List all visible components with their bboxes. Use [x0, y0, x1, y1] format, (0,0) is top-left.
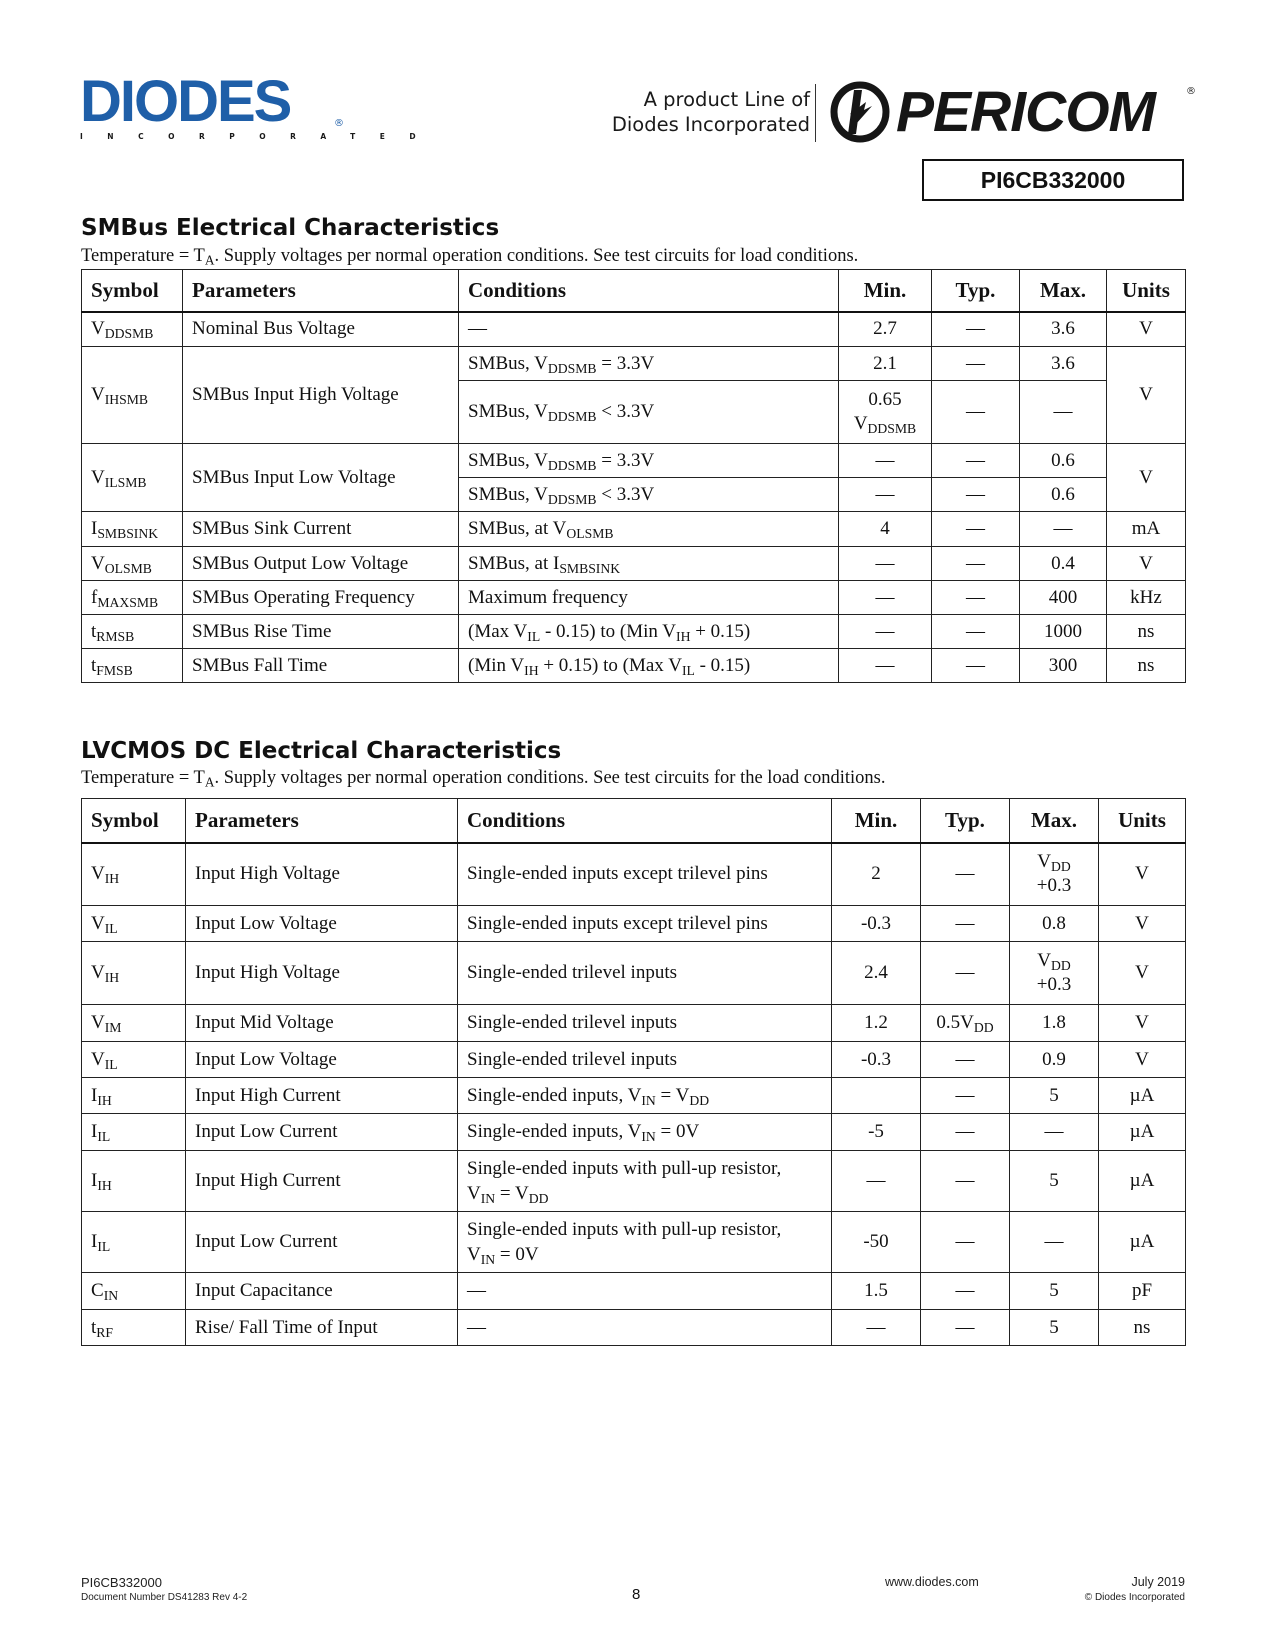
units-cell: V — [1107, 547, 1186, 581]
symbol-cell: $V_{IHSMB}$ — [82, 347, 183, 444]
typ-cell: $0.5V_{DD}$ — [921, 1005, 1010, 1042]
header-conditions: Conditions — [458, 799, 832, 843]
smbus-section-title: SMBus Electrical Characteristics — [81, 215, 500, 241]
parameter-cell: SMBus Operating Frequency — [183, 581, 459, 615]
units-cell: kHz — [1107, 581, 1186, 615]
table-row — [82, 512, 1186, 547]
condition-cell: (Max $V_{IL} - 0.15$) to (Min $V_{IH} + 0.15$) — [459, 615, 839, 649]
typ-cell: — — [932, 312, 1020, 347]
max-cell: — — [1010, 1212, 1099, 1273]
condition-cell: Single-ended trilevel inputs — [458, 942, 832, 1005]
symbol-cell: $t_{RF}$ — [82, 1310, 186, 1346]
typ-cell: — — [921, 843, 1010, 906]
parameter-cell: Input High Voltage — [186, 843, 458, 906]
copyright-icon: © — [1084, 1592, 1093, 1603]
max-cell: 3.6 — [1020, 312, 1107, 347]
min-cell: -0.3 — [832, 1042, 921, 1078]
header-typ: Typ. — [921, 799, 1010, 843]
parameter-cell: Input Mid Voltage — [186, 1005, 458, 1042]
diodes-logo — [80, 69, 441, 144]
product-line-text — [612, 87, 810, 137]
parameter-cell: Input Low Current — [186, 1212, 458, 1273]
table-row — [82, 1114, 1186, 1151]
max-cell: 1.8 — [1010, 1005, 1099, 1042]
units-cell: V — [1107, 312, 1186, 347]
min-cell — [832, 1078, 921, 1114]
parameter-cell: Input High Current — [186, 1078, 458, 1114]
typ-cell: — — [921, 1273, 1010, 1310]
symbol-cell: $V_{IL}$ — [82, 1042, 186, 1078]
parameter-cell: Rise/ Fall Time of Input — [186, 1310, 458, 1346]
condition-cell: Single-ended inputs with pull-up resistor, $V_{IN} = V_{DD}$ — [458, 1151, 832, 1212]
header-divider — [815, 84, 816, 142]
min-cell: 2 — [832, 843, 921, 906]
symbol-cell: $C_{IN}$ — [82, 1273, 186, 1310]
units-cell: mA — [1107, 512, 1186, 547]
header-symbol: Symbol — [82, 270, 183, 312]
max-cell: — — [1020, 512, 1107, 547]
symbol-cell: $V_{ILSMB}$ — [82, 444, 183, 512]
table-row — [82, 347, 1186, 381]
units-cell: ns — [1099, 1310, 1186, 1346]
footer-document-number: Document Number DS41283 Rev 4-2 — [81, 1592, 248, 1603]
header-parameters: Parameters — [183, 270, 459, 312]
units-cell: µA — [1099, 1151, 1186, 1212]
symbol-cell: $t_{RMSB}$ — [82, 615, 183, 649]
condition-cell: — — [459, 312, 839, 347]
condition-cell: (Min $V_{IH} + 0.15$) to (Max $V_{IL} - 0.15$) — [459, 649, 839, 683]
symbol-cell: $I_{IH}$ — [82, 1078, 186, 1114]
units-cell: V — [1107, 444, 1186, 512]
condition-cell: Single-ended inputs, $V_{IN} = 0V$ — [458, 1114, 832, 1151]
lvcmos-section-title: LVCMOS DC Electrical Characteristics — [81, 738, 562, 764]
condition-cell: Single-ended trilevel inputs — [458, 1005, 832, 1042]
units-cell: pF — [1099, 1273, 1186, 1310]
max-cell: 0.4 — [1020, 547, 1107, 581]
pericom-logo — [828, 80, 1198, 144]
parameter-cell: SMBus Output Low Voltage — [183, 547, 459, 581]
condition-cell: SMBus, at $I_{SMBSINK}$ — [459, 547, 839, 581]
parameter-cell: SMBus Rise Time — [183, 615, 459, 649]
table-row — [82, 906, 1186, 942]
part-number-box: PI6CB332000 — [922, 159, 1184, 201]
max-cell: 0.6 — [1020, 444, 1107, 478]
units-cell: ns — [1107, 649, 1186, 683]
header-symbol: Symbol — [82, 799, 186, 843]
symbol-cell: $I_{IL}$ — [82, 1114, 186, 1151]
parameter-cell: Input Low Voltage — [186, 906, 458, 942]
condition-cell: SMBus, $V_{DDSMB} = 3.3V$ — [459, 347, 839, 381]
units-cell: µA — [1099, 1212, 1186, 1273]
header-parameters: Parameters — [186, 799, 458, 843]
pericom-logo-text: PERICOM — [896, 80, 1156, 144]
min-cell: 2.7 — [839, 312, 932, 347]
parameter-cell: Input High Voltage — [186, 942, 458, 1005]
page-number: 8 — [632, 1586, 641, 1603]
table-row — [82, 1212, 1186, 1273]
table-row — [82, 444, 1186, 478]
table-header-row — [82, 270, 1186, 312]
table-row — [82, 942, 1186, 1005]
typ-cell: — — [921, 1310, 1010, 1346]
header-units: Units — [1099, 799, 1186, 843]
typ-cell: — — [932, 649, 1020, 683]
typ-cell: — — [932, 547, 1020, 581]
condition-cell: — — [458, 1273, 832, 1310]
min-cell: 1.5 — [832, 1273, 921, 1310]
typ-cell: — — [921, 1151, 1010, 1212]
symbol-cell: $V_{IL}$ — [82, 906, 186, 942]
parameter-cell: Input Low Voltage — [186, 1042, 458, 1078]
condition-cell: Single-ended inputs, $V_{IN} = V_{DD}$ — [458, 1078, 832, 1114]
typ-cell: — — [921, 1078, 1010, 1114]
pericom-registered-mark: ® — [1186, 86, 1196, 97]
units-cell: V — [1107, 347, 1186, 444]
pericom-emblem-icon — [828, 80, 892, 144]
symbol-cell: $I_{SMBSINK}$ — [82, 512, 183, 547]
max-cell: $V_{DD}$ +0.3 — [1010, 843, 1099, 906]
min-cell: -0.3 — [832, 906, 921, 942]
max-cell: 1000 — [1020, 615, 1107, 649]
max-cell: 300 — [1020, 649, 1107, 683]
table-row — [82, 1273, 1186, 1310]
min-cell: — — [839, 444, 932, 478]
typ-cell: — — [921, 1212, 1010, 1273]
min-cell: — — [839, 478, 932, 512]
table-row — [82, 1005, 1186, 1042]
parameter-cell: Input High Current — [186, 1151, 458, 1212]
min-cell: -50 — [832, 1212, 921, 1273]
header-min: Min. — [832, 799, 921, 843]
min-cell: 4 — [839, 512, 932, 547]
footer-date: July 2019 — [1131, 1575, 1185, 1589]
max-cell: 0.9 — [1010, 1042, 1099, 1078]
typ-cell: — — [921, 1114, 1010, 1151]
product-line-line1: A product Line of — [643, 88, 810, 111]
typ-cell: — — [921, 1042, 1010, 1078]
product-line-line2: Diodes Incorporated — [611, 113, 810, 136]
table-row — [82, 843, 1186, 906]
condition-cell: SMBus, at $V_{OLSMB}$ — [459, 512, 839, 547]
max-cell: — — [1020, 381, 1107, 444]
table-row — [82, 615, 1186, 649]
max-cell: 0.6 — [1020, 478, 1107, 512]
lvcmos-table — [81, 798, 1186, 1346]
condition-cell: Single-ended inputs with pull-up resistor, $V_{IN} = 0V$ — [458, 1212, 832, 1273]
parameter-cell: Nominal Bus Voltage — [183, 312, 459, 347]
units-cell: µA — [1099, 1078, 1186, 1114]
min-cell: 0.65 $V_{DDSMB}$ — [839, 381, 932, 444]
smbus-note: Temperature = $T_A$. Supply voltages per normal operation conditions. See test circuits for load conditions. — [81, 246, 859, 268]
min-cell: — — [839, 615, 932, 649]
parameter-cell: SMBus Input Low Voltage — [183, 444, 459, 512]
typ-cell: — — [932, 615, 1020, 649]
symbol-cell: $I_{IH}$ — [82, 1151, 186, 1212]
condition-cell: Maximum frequency — [459, 581, 839, 615]
max-cell: 5 — [1010, 1310, 1099, 1346]
table-row — [82, 1042, 1186, 1078]
header-units: Units — [1107, 270, 1186, 312]
min-cell: — — [839, 649, 932, 683]
header-max: Max. — [1020, 270, 1107, 312]
table-row — [82, 1151, 1186, 1212]
units-cell: V — [1099, 942, 1186, 1005]
min-cell: 1.2 — [832, 1005, 921, 1042]
parameter-cell: SMBus Fall Time — [183, 649, 459, 683]
max-cell: $V_{DD}$ +0.3 — [1010, 942, 1099, 1005]
min-cell: — — [832, 1151, 921, 1212]
typ-cell: — — [932, 512, 1020, 547]
footer-part-number: PI6CB332000 — [81, 1575, 162, 1590]
diodes-logo-text: DIODES — [80, 69, 291, 134]
min-cell: — — [832, 1310, 921, 1346]
smbus-table — [81, 269, 1186, 683]
table-row — [82, 581, 1186, 615]
condition-cell: Single-ended inputs except trilevel pins — [458, 906, 832, 942]
typ-cell: — — [932, 381, 1020, 444]
parameter-cell: SMBus Input High Voltage — [183, 347, 459, 444]
units-cell: ns — [1107, 615, 1186, 649]
footer-copyright: © Diodes Incorporated — [1084, 1592, 1185, 1603]
header-max: Max. — [1010, 799, 1099, 843]
symbol-cell: $V_{IH}$ — [82, 942, 186, 1005]
footer-url: www.diodes.com — [885, 1575, 979, 1589]
typ-cell: — — [932, 347, 1020, 381]
table-row — [82, 1078, 1186, 1114]
table-row — [82, 547, 1186, 581]
min-cell: — — [839, 547, 932, 581]
typ-cell: — — [921, 942, 1010, 1005]
diodes-logo-subtext: INCORPORATED — [80, 132, 441, 141]
symbol-cell: $f_{MAXSMB}$ — [82, 581, 183, 615]
condition-cell: SMBus, $V_{DDSMB} < 3.3V$ — [459, 478, 839, 512]
typ-cell: — — [921, 906, 1010, 942]
lvcmos-note: Temperature = $T_A$. Supply voltages per normal operation conditions. See test circuits for the load conditions. — [81, 768, 886, 790]
max-cell: 3.6 — [1020, 347, 1107, 381]
min-cell: — — [839, 581, 932, 615]
condition-cell: Single-ended inputs except trilevel pins — [458, 843, 832, 906]
min-cell: 2.4 — [832, 942, 921, 1005]
condition-cell: SMBus, $V_{DDSMB} < 3.3V$ — [459, 381, 839, 444]
units-cell: V — [1099, 1042, 1186, 1078]
condition-cell: SMBus, $V_{DDSMB} = 3.3V$ — [459, 444, 839, 478]
max-cell: 0.8 — [1010, 906, 1099, 942]
units-cell: V — [1099, 843, 1186, 906]
symbol-cell: $V_{IH}$ — [82, 843, 186, 906]
symbol-cell: $V_{OLSMB}$ — [82, 547, 183, 581]
table-row — [82, 1310, 1186, 1346]
typ-cell: — — [932, 444, 1020, 478]
min-cell: -5 — [832, 1114, 921, 1151]
header-conditions: Conditions — [459, 270, 839, 312]
typ-cell: — — [932, 581, 1020, 615]
condition-cell: — — [458, 1310, 832, 1346]
max-cell: 5 — [1010, 1151, 1099, 1212]
header-typ: Typ. — [932, 270, 1020, 312]
header-min: Min. — [839, 270, 932, 312]
condition-cell: Single-ended trilevel inputs — [458, 1042, 832, 1078]
parameter-cell: Input Low Current — [186, 1114, 458, 1151]
max-cell: 400 — [1020, 581, 1107, 615]
symbol-cell: $V_{DDSMB}$ — [82, 312, 183, 347]
symbol-cell: $t_{FMSB}$ — [82, 649, 183, 683]
parameter-cell: SMBus Sink Current — [183, 512, 459, 547]
min-cell: 2.1 — [839, 347, 932, 381]
max-cell: — — [1010, 1114, 1099, 1151]
parameter-cell: Input Capacitance — [186, 1273, 458, 1310]
table-header-row — [82, 799, 1186, 843]
max-cell: 5 — [1010, 1273, 1099, 1310]
units-cell: µA — [1099, 1114, 1186, 1151]
registered-mark: ® — [334, 118, 344, 129]
typ-cell: — — [932, 478, 1020, 512]
symbol-cell: $V_{IM}$ — [82, 1005, 186, 1042]
units-cell: V — [1099, 1005, 1186, 1042]
units-cell: V — [1099, 906, 1186, 942]
table-row — [82, 649, 1186, 683]
max-cell: 5 — [1010, 1078, 1099, 1114]
symbol-cell: $I_{IL}$ — [82, 1212, 186, 1273]
table-row — [82, 312, 1186, 347]
